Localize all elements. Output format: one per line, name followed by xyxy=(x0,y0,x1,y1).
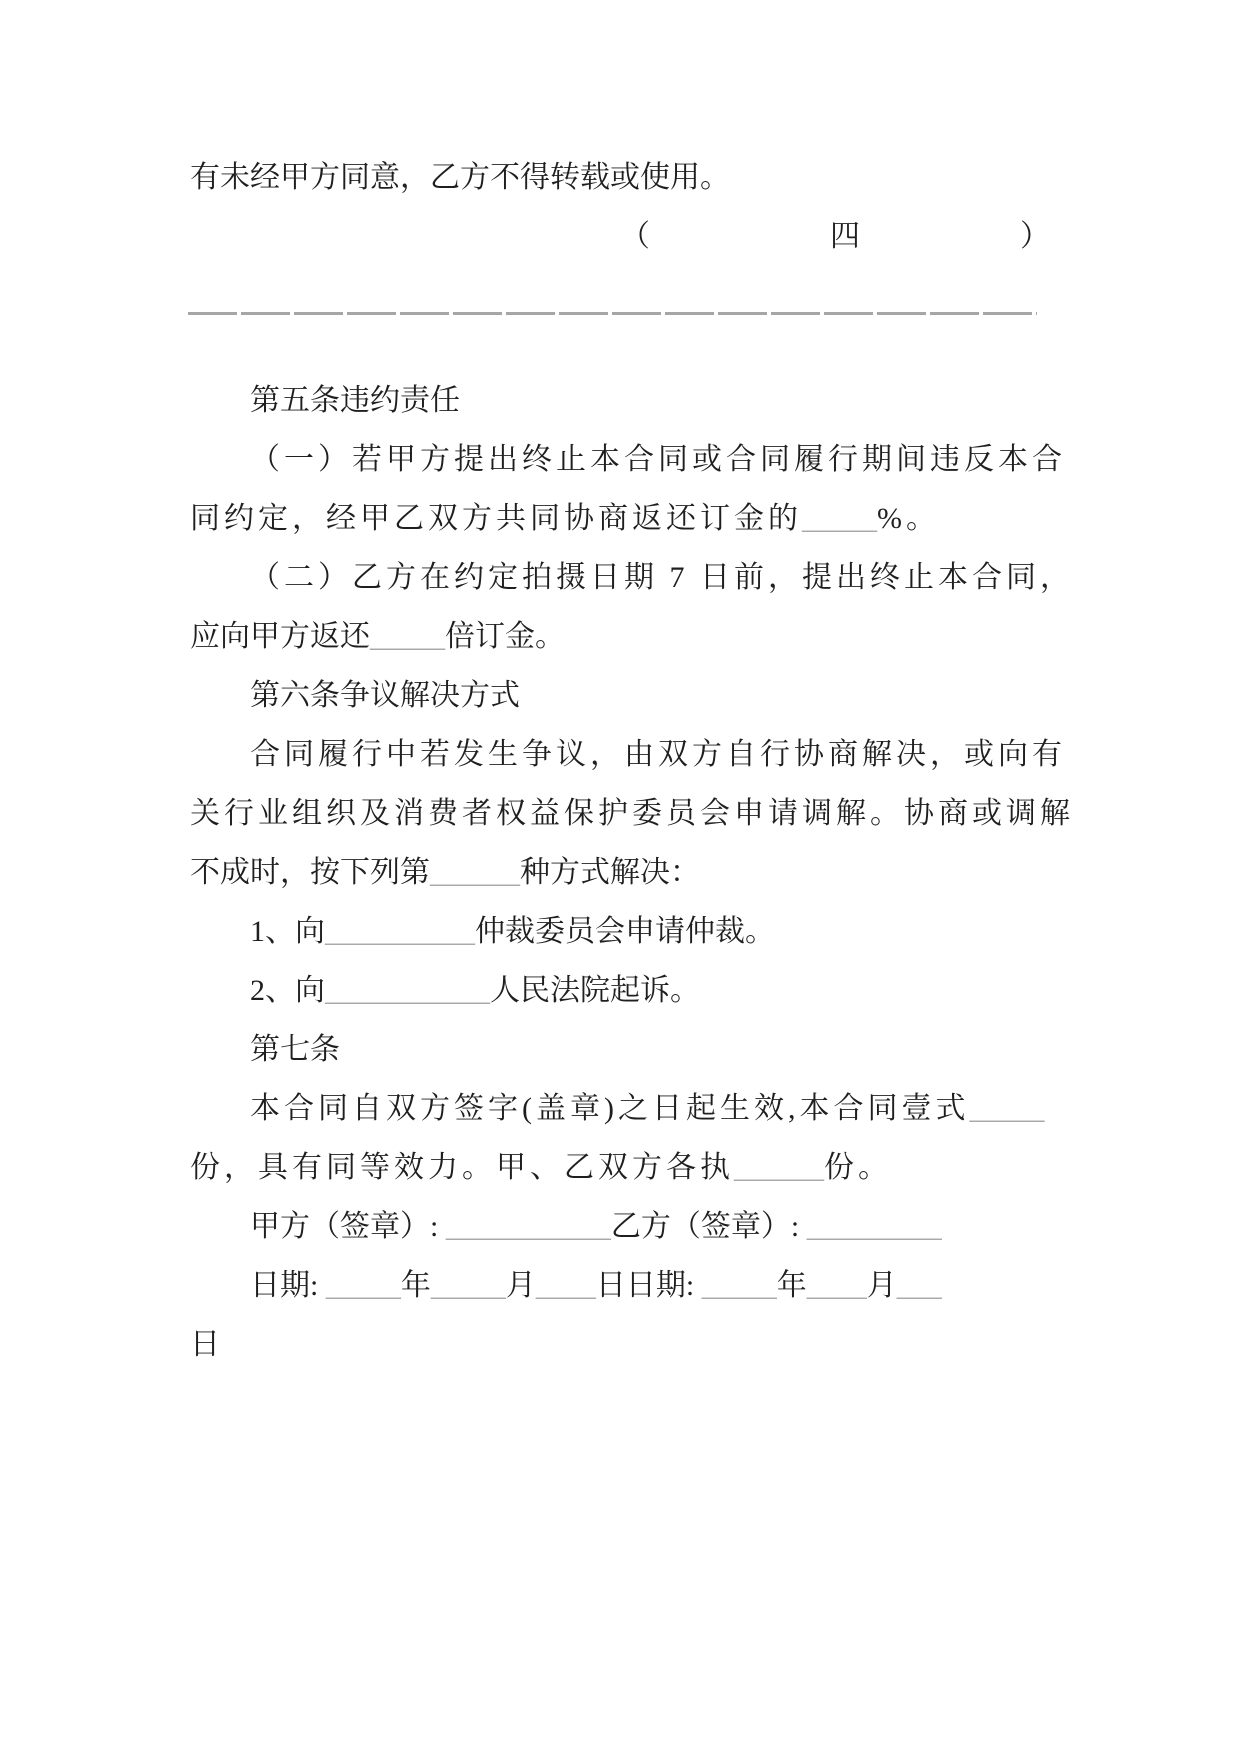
photo-count-parenthetical xyxy=(620,207,1241,266)
article7-heading xyxy=(250,1020,1241,1079)
text-run: 第七条 xyxy=(250,1033,340,1066)
date-line-overflow xyxy=(190,1315,1241,1374)
blank-field: ______ xyxy=(430,856,520,889)
article6-option1 xyxy=(250,902,1241,961)
text-run: 日 xyxy=(190,1328,220,1361)
section-divider-rule xyxy=(188,312,1037,315)
article6-body-line2 xyxy=(190,784,1241,843)
text-run: 份，具有同等效力。甲、乙双方各执 xyxy=(190,1151,734,1184)
text-run: 四 xyxy=(830,220,860,253)
blank-field: ____ xyxy=(806,1269,867,1302)
text-run: 关行业组织及消费者权益保护委员会申请调解。协商或调解 xyxy=(190,797,1074,830)
article7-body-line1 xyxy=(250,1079,1241,1138)
text-run: 1、向 xyxy=(250,915,325,948)
text-run: 份。 xyxy=(824,1151,892,1184)
space-gap xyxy=(860,245,1020,246)
text-run: 年 xyxy=(400,1269,431,1302)
text-run: 应向甲方返还 xyxy=(190,620,370,653)
blank-field: __________ xyxy=(325,915,475,948)
article6-body-line3 xyxy=(190,843,1241,902)
date-line xyxy=(250,1256,1241,1315)
text-run: （一）若甲方提出终止本合同或合同履行期间违反本合 xyxy=(250,443,1066,476)
article6-option2 xyxy=(250,961,1241,1020)
article5-item1-line2 xyxy=(190,489,1241,548)
divider-line xyxy=(188,312,1241,371)
article5-heading xyxy=(250,371,1241,430)
text-run: 合同履行中若发生争议，由双方自行协商解决，或向有 xyxy=(250,738,1066,771)
blank-field: _____ xyxy=(370,620,445,653)
blank-field: ______ xyxy=(734,1151,824,1184)
text-run: 种方式解决： xyxy=(520,856,700,889)
text-run: 2、向 xyxy=(250,974,325,1007)
text-run: 月 xyxy=(866,1269,897,1302)
text-run: 倍订金。 xyxy=(445,620,565,653)
blank-field: ___________ xyxy=(445,1210,611,1243)
text-run: 年 xyxy=(776,1269,807,1302)
article6-heading xyxy=(250,666,1241,725)
blank-field: _____ xyxy=(969,1092,1045,1125)
text-run: 同约定，经甲乙双方共同协商返还订金的 xyxy=(190,502,802,535)
article5-item1-line1 xyxy=(250,430,1241,489)
blank-field: _____ xyxy=(325,1269,401,1302)
article5-item2-line2 xyxy=(190,607,1241,666)
blank-field: _____ xyxy=(802,502,877,535)
clause-usage-tail xyxy=(190,148,1241,207)
space-gap xyxy=(650,245,830,246)
text-run: （ xyxy=(620,220,650,253)
text-run: 人民法院起诉。 xyxy=(490,974,700,1007)
text-run: 不成时，按下列第 xyxy=(190,856,430,889)
text-run: 有未经甲方同意，乙方不得转载或使用。 xyxy=(190,161,730,194)
article5-item2-line1 xyxy=(250,548,1241,607)
article6-body-line1 xyxy=(250,725,1241,784)
blank-field: ___________ xyxy=(325,974,490,1007)
text-run: 第六条争议解决方式 xyxy=(250,679,520,712)
text-run: 第五条违约责任 xyxy=(250,384,460,417)
text-run: %。 xyxy=(877,502,940,535)
blank-field: _____ xyxy=(701,1269,777,1302)
text-run: ） xyxy=(1020,220,1050,253)
text-run: 甲方（签章）: xyxy=(250,1210,446,1243)
article7-body-line2 xyxy=(190,1138,1241,1197)
text-run: 乙方（签章）: xyxy=(610,1210,807,1243)
text-run: 日日期: xyxy=(595,1269,702,1302)
contract-body xyxy=(0,148,1241,1374)
text-run: （二）乙方在约定拍摄日期 7 日前，提出终止本合同， xyxy=(250,561,1074,594)
text-run: 日期: xyxy=(250,1269,326,1302)
blank-field: _________ xyxy=(806,1210,942,1243)
blank-field: ___ xyxy=(896,1269,942,1302)
blank-field: _____ xyxy=(430,1269,506,1302)
text-run: 月 xyxy=(505,1269,536,1302)
blank-field: ____ xyxy=(535,1269,596,1302)
text-run: 本合同自双方签字(盖章)之日起生效,本合同壹式 xyxy=(250,1092,970,1125)
text-run: 仲裁委员会申请仲裁。 xyxy=(475,915,775,948)
signature-line xyxy=(250,1197,1241,1256)
